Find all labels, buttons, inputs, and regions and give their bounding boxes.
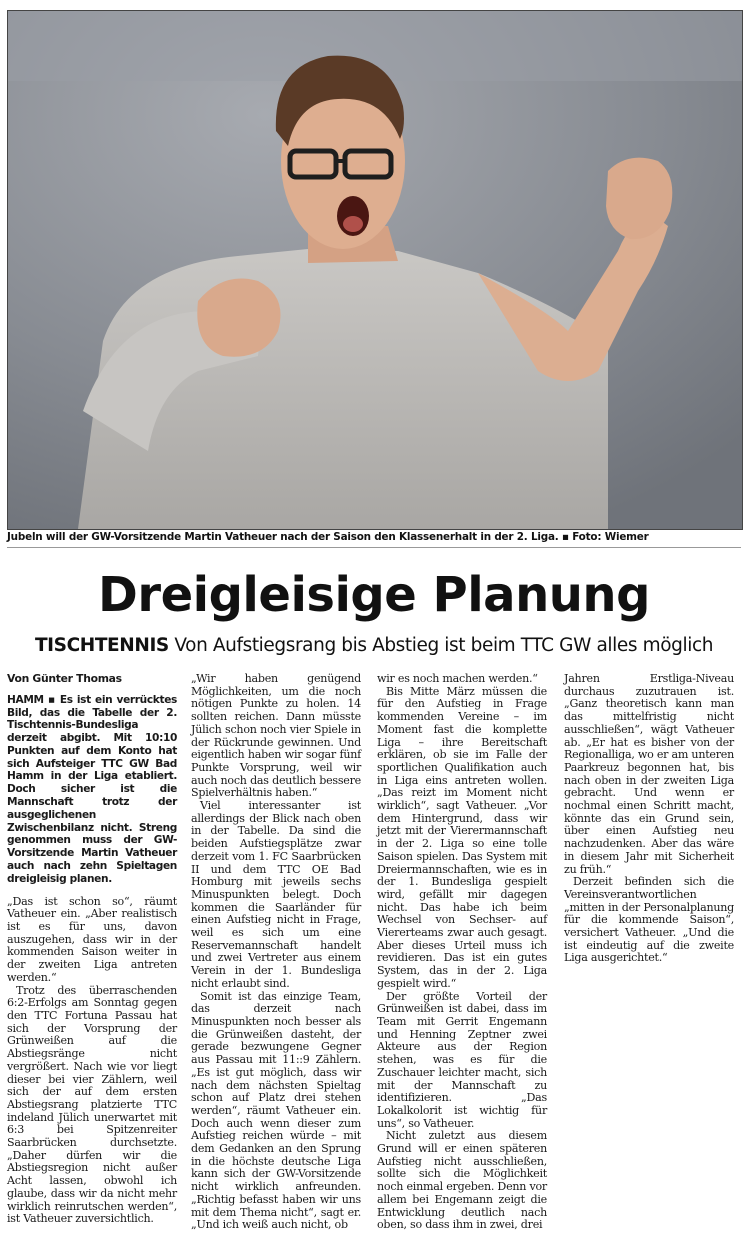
body-paragraph-2-cont: „Wir haben genügend Möglichkeiten, um die noch nötigen Punkte zu holen. 14 sollten reichen. Dann müsste Jülich schon noch vier Spiele in der Rückrunde gewinnen. Und eigentlich haben wir sogar fünf Punkte Vorsprung, weil wir auch noch das deutlich bessere Spielverhältnis haben.“	[191, 672, 361, 800]
photo-caption: Jubeln will der GW-Vorsitzende Martin Vatheuer nach der Saison den Klassenerhalt in der 2. Liga. ▪ Foto: Wiemer	[7, 531, 649, 543]
body-paragraph-3: Viel interessanter ist allerdings der Blick nach oben in der Tabelle. Da sind die beiden Aufstiegsplätze zwar derzeit vom 1. FC Saarbrücken II und dem TTC OE Bad Homburg mit jeweils sechs Minuspunkten belegt. Doch kommen die Saarländer für einen Aufstieg nicht in Frage, weil es sich um eine Reservemannschaft handelt und zwei Vertreter aus einem Verein in der 1. Bundesliga nicht erlaubt sind.	[191, 799, 361, 990]
subheadline	[0, 633, 748, 659]
body-paragraph-1: „Das ist schon so“, räumt Vatheuer ein. „Aber realistisch ist es für uns, davon auszugehen, dass wir in der kommenden Saison weiter in der zweiten Liga antreten werden.“	[7, 894, 177, 984]
column-3	[377, 673, 547, 1232]
photo-illustration	[8, 11, 742, 529]
body-paragraph-5: Bis Mitte März müssen die für den Aufstieg in Frage kommenden Vereine – im Moment fast die komplette Liga – ihre Bereitschaft erklären, ob sie im Falle der sportlichen Qualifikation auch in Liga eins antreten wollen. „Das reizt im Moment nicht wirklich“, sagt Vatheuer. „Vor dem Hintergrund, dass wir jetzt mit der Vierermannschaft in der 2. Liga so eine tolle Saison spielen. Das System mit Dreiermannschaften, wie es in der 1. Bundesliga gespielt wird, gefällt mir dagegen nicht. Das habe ich beim Wechsel von Sechser- auf Viererteams zwar auch gesagt. Aber dieses Urteil muss ich revidieren. Das ist ein gutes System, das in der 2. Liga gespielt wird.“	[377, 684, 547, 990]
column-1	[7, 673, 177, 1226]
byline: Von Günter Thomas	[7, 672, 122, 685]
divider	[7, 547, 741, 548]
column-4	[564, 673, 734, 965]
body-paragraph-8: Derzeit befinden sich die Vereinsverantwortlichen „mitten in der Personalplanung für die kommende Saison“, versichert Vatheuer. „Und die ist eindeutig auf die zweite Liga ausgerichtet.“	[564, 875, 734, 965]
body-paragraph-4: Somit ist das einzige Team, das derzeit nach Minuspunkten noch besser als die Grünweißen dasteht, der gerade bezwungene Gegner aus Passau mit 11::9 Zählern. „Es ist gut möglich, dass wir nach dem nächsten Spieltag schon auf Platz drei stehen werden“, räumt Vatheuer ein. Doch auch wenn dieser zum Aufstieg reichen würde – mit dem Gedanken an den Sprung in die höchste deutsche Liga kann sich der GW-Vorsitzende nicht wirklich anfreunden. „Richtig befasst haben wir uns mit dem Thema nicht“, sagt er. „Und ich weiß auch nicht, ob	[191, 989, 361, 1232]
column-2	[191, 673, 361, 1232]
subhead-text: Von Aufstiegsrang bis Abstieg ist beim TTC GW alles möglich	[168, 635, 714, 656]
headline: Dreigleisige Planung	[98, 567, 650, 623]
body-paragraph-4-cont: wir es noch machen werden.“	[377, 672, 538, 685]
subhead-kicker: TISCHTENNIS	[34, 635, 169, 656]
lead-paragraph: HAMM ▪ Es ist ein verrücktes Bild, das die Tabelle der 2. Tischtennis-Bundesliga derzeit abgibt. Mit 10:10 Punkten auf dem Konto hat sich Aufsteiger TTC GW Bad Hamm in der Liga etabliert. Doch sicher ist die Mannschaft trotz der ausgeglichenen Zwischenbilanz nicht. Streng genommen muss der GW-Vorsitzende Martin Vatheuer auch nach zehn Spieltagen dreigleisig planen.	[7, 693, 177, 885]
body-paragraph-7-cont: Jahren Erstliga-Niveau durchaus zuzutrauen ist. „Ganz theoretisch kann man das mittelfristig nicht ausschließen“, wägt Vatheuer ab. „Er hat es bisher von der Regionalliga, wo er am unteren Paarkreuz begonnen hat, bis nach oben in der zweiten Liga gebracht. Und wenn er nochmal einen Schritt macht, könnte das ein Grund sein, über einen Aufstieg neu nachzudenken. Aber das wäre in diesem Jahr mit Sicherheit zu früh.“	[564, 672, 734, 876]
body-paragraph-2: Trotz des überraschenden 6:2-Erfolgs am Sonntag gegen den TTC Fortuna Passau hat sich der Vorsprung der Grünweißen auf die Abstiegsränge nicht vergrößert. Nach wie vor liegt dieser bei vier Zählern, weil sich der auf dem ersten Abstiegsrang platzierte TTC indeland Jülich unerwartet mit 6:3 bei Spitzenreiter Saarbrücken durchsetzte. „Daher dürfen wir die Abstiegsregion nicht außer Acht lassen, obwohl ich glaube, dass wir da nicht mehr wirklich reinrutschen werden“, ist Vatheuer zuversichtlich.	[7, 983, 177, 1226]
body-paragraph-7: Nicht zuletzt aus diesem Grund will er einen späteren Aufstieg nicht ausschließen, sollte sich die Möglichkeit noch einmal ergeben. Denn vor allem bei Engemann zeigt die Entwicklung deutlich nach oben, so dass ihm in zwei, drei	[377, 1129, 547, 1232]
article-photo	[7, 10, 743, 530]
body-paragraph-6: Der größte Vorteil der Grünweißen ist dabei, dass im Team mit Gerrit Engemann und Henning Zeptner zwei Akteure aus der Region stehen, was es für die Zuschauer leichter macht, sich mit der Mannschaft zu identifizieren. „Das Lokalkolorit ist wichtig für uns“, so Vatheuer.	[377, 989, 547, 1130]
